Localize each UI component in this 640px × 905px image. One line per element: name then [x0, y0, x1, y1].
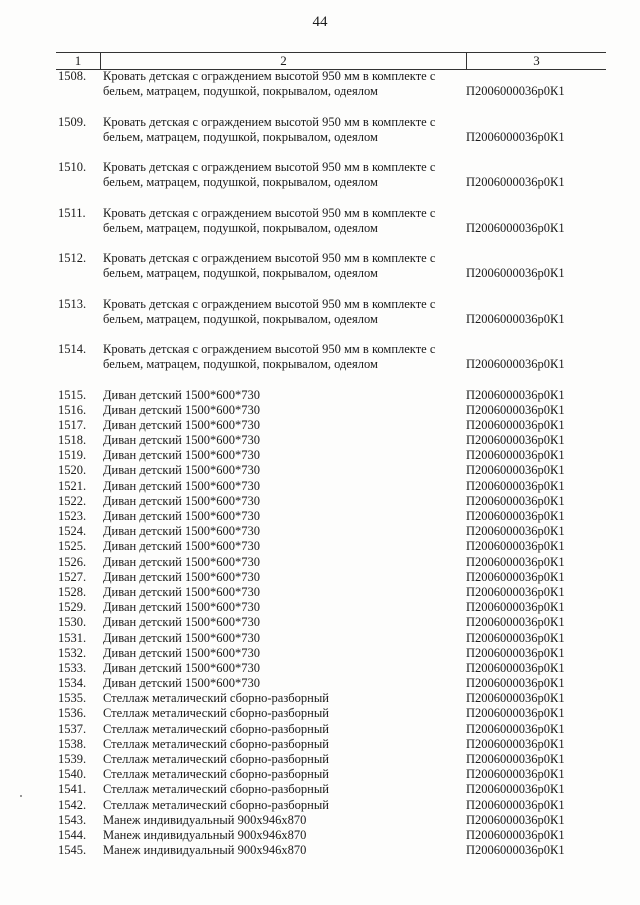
row-description: Диван детский 1500*600*730: [103, 600, 260, 615]
row-code: П2006000036р0К1: [466, 84, 565, 98]
row-number: 1521.: [58, 478, 87, 493]
row-number: 1533.: [58, 660, 87, 675]
row-number: 1542.: [58, 797, 87, 812]
table-row: [56, 388, 616, 403]
row-description: Диван детский 1500*600*730: [103, 448, 260, 463]
row-description: Диван детский 1500*600*730: [103, 676, 260, 691]
row-code: П2006000036р0К1: [466, 645, 565, 660]
row-code: П2006000036р0К1: [466, 175, 565, 189]
row-description: Стеллаж металический сборно-разборный: [103, 691, 329, 706]
table-row: [56, 798, 616, 813]
table-row: [56, 600, 616, 615]
table-row: [56, 722, 616, 737]
row-code: П2006000036р0К1: [466, 402, 565, 417]
row-code: П2006000036р0К1: [466, 433, 565, 448]
row-code: П2006000036р0К1: [466, 630, 565, 645]
row-number: 1510.: [58, 160, 87, 174]
table-row: [56, 631, 616, 646]
row-description: Диван детский 1500*600*730: [103, 584, 260, 599]
table-row: [56, 433, 616, 448]
row-number: 1517.: [58, 417, 87, 432]
row-number: 1511.: [58, 205, 86, 220]
row-code: П2006000036р0К1: [466, 524, 565, 539]
row-description: Диван детский 1500*600*730: [103, 509, 260, 523]
row-number: 1532.: [58, 645, 87, 660]
row-number: 1525.: [58, 539, 87, 554]
row-code: П2006000036р0К1: [466, 676, 565, 691]
row-code: П2006000036р0К1: [466, 463, 565, 478]
row-number: 1519.: [58, 448, 87, 463]
row-number: 1529.: [58, 600, 87, 615]
row-description: Диван детский 1500*600*730: [103, 493, 260, 508]
row-description: Диван детский 1500*600*730: [103, 478, 260, 493]
row-code: П2006000036р0К1: [466, 843, 565, 858]
table-row: [56, 463, 616, 478]
row-description: Диван детский 1500*600*730: [103, 433, 260, 448]
row-code: П2006000036р0К1: [466, 509, 565, 523]
row-code: П2006000036р0К1: [466, 493, 565, 508]
row-number: 1543.: [58, 812, 87, 827]
row-description: Стеллаж металический сборно-разборный: [103, 797, 329, 812]
row-code: П2006000036р0К1: [466, 615, 565, 630]
table-row: [56, 585, 616, 600]
row-description: Манеж индивидуальный 900x946x870: [103, 843, 307, 858]
row-number: 1531.: [58, 630, 87, 645]
row-description: Кровать детская с ограждением высотой 950 мм в комплекте с бельем, матрацем, подушкой, покрывалом, одеялом: [103, 114, 436, 144]
table-row: [56, 843, 616, 858]
row-description: Стеллаж металический сборно-разборный: [103, 721, 329, 736]
row-number: 1513.: [58, 296, 87, 311]
table-row: [56, 676, 616, 691]
row-description: Стеллаж металический сборно-разборный: [103, 752, 329, 766]
table-row: [56, 418, 616, 433]
row-description: Стеллаж металический сборно-разборный: [103, 706, 329, 721]
table-row: [56, 342, 616, 388]
row-number: 1538.: [58, 736, 87, 751]
table-row: [56, 297, 616, 343]
row-number: 1535.: [58, 691, 87, 706]
scan-speck: [20, 795, 22, 797]
table-row: [56, 615, 616, 630]
row-number: 1508.: [58, 69, 87, 83]
table-row: [56, 782, 616, 797]
row-code: П2006000036р0К1: [466, 706, 565, 721]
row-number: 1527.: [58, 569, 87, 584]
row-code: П2006000036р0К1: [466, 357, 565, 371]
row-code: П2006000036р0К1: [466, 827, 565, 842]
table-row: [56, 646, 616, 661]
row-code: П2006000036р0К1: [466, 478, 565, 493]
table-row: [56, 691, 616, 706]
row-description: Кровать детская с ограждением высотой 950 мм в комплекте с бельем, матрацем, подушкой, покрывалом, одеялом: [103, 342, 436, 372]
row-code: П2006000036р0К1: [466, 569, 565, 584]
row-number: 1541.: [58, 782, 87, 797]
row-number: 1520.: [58, 463, 87, 478]
row-code: П2006000036р0К1: [466, 584, 565, 599]
row-number: 1524.: [58, 524, 87, 539]
table-row: [56, 661, 616, 676]
row-number: 1536.: [58, 706, 87, 721]
table-row: [56, 813, 616, 828]
row-number: 1509.: [58, 114, 87, 129]
table-row: [56, 479, 616, 494]
row-code: П2006000036р0К1: [466, 797, 565, 812]
table-row: [56, 160, 616, 206]
row-code: П2006000036р0К1: [466, 417, 565, 432]
row-code: П2006000036р0К1: [466, 266, 565, 280]
row-number: 1516.: [58, 402, 87, 417]
row-code: П2006000036р0К1: [466, 311, 565, 326]
table-row: [56, 737, 616, 752]
row-description: Кровать детская с ограждением высотой 950 мм в комплекте с бельем, матрацем, подушкой, покрывалом, одеялом: [103, 205, 436, 235]
row-code: П2006000036р0К1: [466, 539, 565, 554]
row-number: 1539.: [58, 752, 87, 766]
page-number: 44: [312, 14, 328, 30]
row-number: 1530.: [58, 615, 87, 630]
row-code: П2006000036р0К1: [466, 736, 565, 751]
row-code: П2006000036р0К1: [466, 812, 565, 827]
row-code: П2006000036р0К1: [466, 782, 565, 797]
row-description: Стеллаж металический сборно-разборный: [103, 736, 329, 751]
row-code: П2006000036р0К1: [466, 129, 565, 144]
row-description: Кровать детская с ограждением высотой 950 мм в комплекте с бельем, матрацем, подушкой, покрывалом, одеялом: [103, 160, 436, 190]
row-code: П2006000036р0К1: [466, 387, 565, 402]
row-code: П2006000036р0К1: [466, 752, 565, 766]
row-code: П2006000036р0К1: [466, 660, 565, 675]
row-description: Стеллаж металический сборно-разборный: [103, 767, 329, 782]
row-number: 1522.: [58, 493, 87, 508]
column-header-3: 3: [533, 53, 540, 68]
row-code: П2006000036р0К1: [466, 767, 565, 782]
table-row: [56, 539, 616, 554]
table-row: [56, 206, 616, 252]
row-number: 1544.: [58, 827, 87, 842]
row-description: Диван детский 1500*600*730: [103, 554, 260, 569]
row-description: Диван детский 1500*600*730: [103, 615, 260, 630]
table-row: [56, 251, 616, 297]
table-row: [56, 115, 616, 161]
row-number: 1540.: [58, 767, 87, 782]
row-code: П2006000036р0К1: [466, 721, 565, 736]
row-number: 1526.: [58, 554, 87, 569]
row-description: Диван детский 1500*600*730: [103, 630, 260, 645]
row-description: Диван детский 1500*600*730: [103, 524, 260, 539]
row-description: Кровать детская с ограждением высотой 950 мм в комплекте с бельем, матрацем, подушкой, покрывалом, одеялом: [103, 296, 436, 326]
table-row: [56, 570, 616, 585]
row-number: 1523.: [58, 509, 87, 523]
row-code: П2006000036р0К1: [466, 448, 565, 463]
column-header-2: 2: [280, 53, 287, 68]
row-number: 1512.: [58, 251, 87, 265]
table-row: [56, 448, 616, 463]
row-number: 1518.: [58, 433, 87, 448]
table-body: [56, 69, 616, 858]
table-row: [56, 555, 616, 570]
row-code: П2006000036р0К1: [466, 691, 565, 706]
table-row: [56, 706, 616, 721]
row-number: 1514.: [58, 342, 87, 356]
row-description: Диван детский 1500*600*730: [103, 417, 260, 432]
row-number: 1515.: [58, 387, 87, 402]
table-header: [56, 52, 606, 70]
row-number: 1537.: [58, 721, 87, 736]
row-number: 1528.: [58, 584, 87, 599]
table-row: [56, 524, 616, 539]
row-description: Диван детский 1500*600*730: [103, 660, 260, 675]
row-number: 1545.: [58, 843, 87, 858]
row-code: П2006000036р0К1: [466, 554, 565, 569]
row-description: Диван детский 1500*600*730: [103, 539, 260, 554]
table-row: [56, 752, 616, 767]
column-header-1: 1: [74, 53, 82, 68]
table-row: [56, 767, 616, 782]
table-row: [56, 509, 616, 524]
row-description: Манеж индивидуальный 900x946x870: [103, 812, 307, 827]
row-description: Кровать детская с ограждением высотой 950 мм в комплекте с бельем, матрацем, подушкой, покрывалом, одеялом: [103, 69, 436, 99]
table-row: [56, 828, 616, 843]
row-description: Манеж индивидуальный 900x946x870: [103, 827, 307, 842]
row-description: Диван детский 1500*600*730: [103, 387, 260, 402]
row-description: Кровать детская с ограждением высотой 950 мм в комплекте с бельем, матрацем, подушкой, покрывалом, одеялом: [103, 251, 436, 281]
table-row: [56, 403, 616, 418]
row-description: Стеллаж металический сборно-разборный: [103, 782, 329, 797]
row-code: П2006000036р0К1: [466, 220, 565, 235]
row-description: Диван детский 1500*600*730: [103, 645, 260, 660]
row-description: Диван детский 1500*600*730: [103, 569, 260, 584]
row-description: Диван детский 1500*600*730: [103, 463, 260, 478]
row-code: П2006000036р0К1: [466, 600, 565, 615]
row-description: Диван детский 1500*600*730: [103, 402, 260, 417]
table-row: [56, 69, 616, 115]
table-row: [56, 494, 616, 509]
row-number: 1534.: [58, 676, 87, 691]
